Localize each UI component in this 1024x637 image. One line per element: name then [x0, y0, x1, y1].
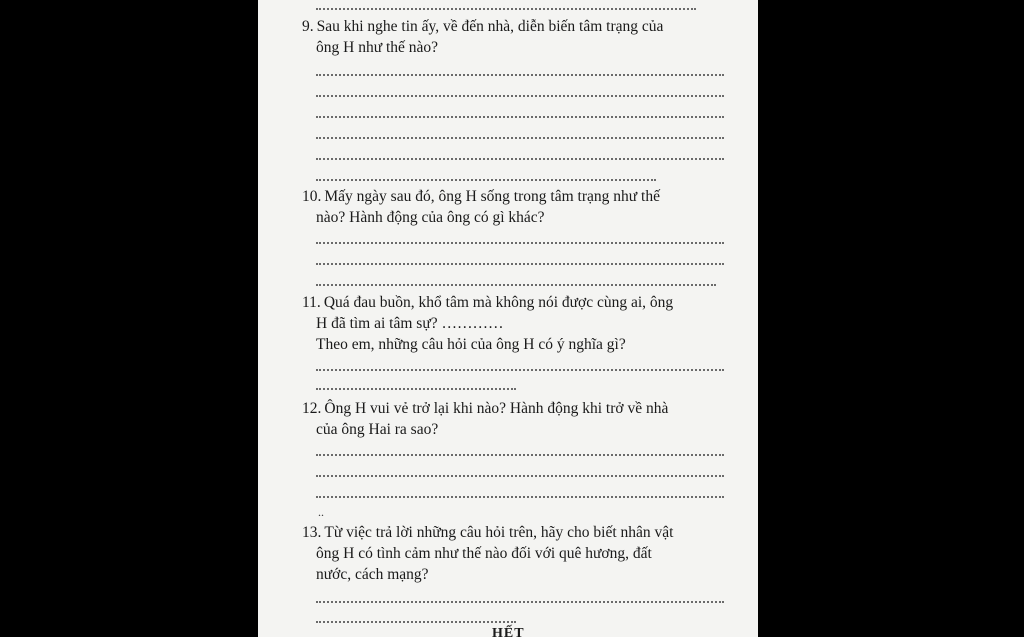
question-text: nào? Hành động của ông có gì khác?	[316, 209, 545, 226]
end-label: HẾT	[492, 626, 525, 637]
question-text: nước, cách mạng?	[316, 566, 429, 583]
answer-line	[316, 386, 516, 390]
question-number: 10.	[302, 188, 322, 205]
answer-line	[316, 240, 724, 244]
answer-line	[316, 473, 724, 477]
answer-line	[316, 282, 716, 286]
question-number: 9.	[302, 18, 314, 35]
answer-line	[316, 494, 724, 498]
question-text: của ông Hai ra sao?	[316, 421, 439, 438]
answer-line	[316, 6, 696, 10]
question-text: ông H có tình cảm như thế nào đối với quê hương, đất	[316, 545, 652, 562]
question-13	[302, 522, 732, 585]
answer-line	[316, 93, 724, 97]
question-text: Quá đau buồn, khổ tâm mà không nói được cùng ai, ông	[323, 294, 674, 311]
question-number: 12.	[302, 400, 322, 417]
answer-line	[316, 156, 724, 160]
question-10	[302, 186, 732, 228]
answer-line	[316, 599, 724, 603]
stray-dots: ..	[318, 505, 324, 519]
question-number: 13.	[302, 524, 322, 541]
answer-line	[316, 619, 516, 623]
answer-line	[316, 261, 724, 265]
answer-line	[316, 114, 724, 118]
question-9	[302, 16, 732, 58]
answer-line	[316, 72, 724, 76]
question-text: Sau khi nghe tin ấy, về đến nhà, diễn biến tâm trạng của	[316, 18, 664, 35]
question-text: Theo em, những câu hỏi của ông H có ý nghĩa gì?	[316, 336, 626, 353]
question-text: Từ việc trả lời những câu hỏi trên, hãy cho biết nhân vật	[324, 524, 674, 541]
question-number: 11.	[302, 294, 321, 311]
question-text: Mấy ngày sau đó, ông H sống trong tâm trạng như thế	[324, 188, 660, 205]
answer-line	[316, 135, 724, 139]
question-12	[302, 398, 732, 440]
answer-line	[316, 452, 724, 456]
answer-line	[316, 177, 656, 181]
worksheet-page	[258, 0, 758, 637]
question-11	[302, 292, 732, 355]
question-text: Ông H vui vẻ trở lại khi nào? Hành động khi trở về nhà	[324, 400, 669, 417]
question-text: H đã tìm ai tâm sự? …………	[316, 315, 504, 332]
question-text: ông H như thế nào?	[316, 39, 439, 56]
answer-line	[316, 367, 724, 371]
